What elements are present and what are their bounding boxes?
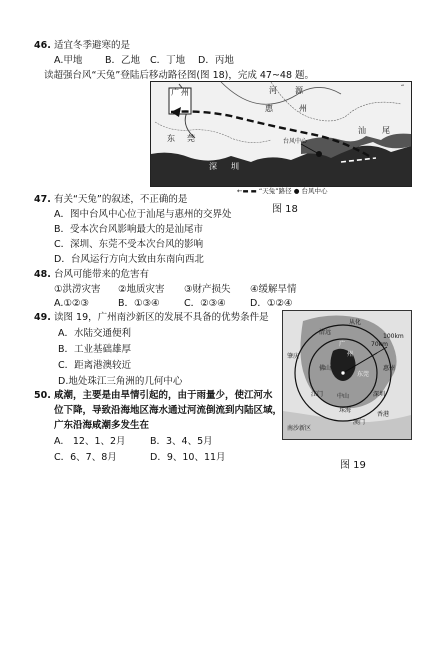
map-label-guan: 莞 — [187, 134, 195, 143]
map19-label-huizhou: 惠州 — [383, 365, 396, 372]
map-label-he: 河 — [269, 86, 277, 95]
q46-option-d: D．丙地 — [198, 55, 234, 66]
map19-label-macau: 澳门 — [353, 419, 366, 426]
q48-option-d: D．①②④ — [250, 298, 293, 309]
legend-center-label: 台风中心 — [301, 187, 328, 195]
map19-label-foshan: 佛山 — [319, 365, 332, 372]
map-label-guang: 广 — [171, 88, 179, 97]
map19-label-zhongshan: 中山 — [337, 393, 350, 400]
map19-label-qingyuan: 清远 — [319, 329, 332, 336]
q46-option-c: C．丁地 — [150, 55, 186, 66]
figure-18-map — [150, 81, 412, 187]
q46-option-b: B．乙地 — [105, 55, 141, 66]
intro-47-48: 读超强台风“天兔”登陆后移动路径图(图 18)，完成 47~48 题。 — [44, 70, 315, 81]
map19-label-zhaoqing: 肇庆 — [287, 353, 300, 360]
q46-option-a: A.甲地 — [54, 55, 83, 66]
legend-path-icon: ←▬ ▬ — [237, 187, 257, 195]
q47-number: 47. — [34, 194, 51, 205]
q47-option-a: A．图中台风中心位于汕尾与惠州的交界处 — [54, 209, 232, 220]
q50-number: 50. — [34, 390, 51, 401]
q48-item-1: ①洪涝灾害 — [54, 284, 101, 295]
q47-option-c: C．深圳、东莞不受本次台风的影响 — [54, 239, 204, 250]
q46-stem: 适宜冬季避寒的是 — [54, 40, 131, 51]
q47-option-d: D．台风运行方向大致由东南向西北 — [54, 254, 204, 265]
map-label-typhoon-center: 台风中心 — [283, 138, 308, 145]
figure-18-caption: 图 18 — [272, 204, 298, 215]
map-label-zhen: 圳 — [231, 162, 239, 171]
q50-option-d: D．9、10、11月 — [150, 452, 226, 463]
map19-ring-100km: 100km — [383, 333, 404, 340]
q48-item-4: ④缓解旱情 — [250, 284, 297, 295]
figure-19-caption: 图 19 — [340, 460, 366, 471]
legend-path-label: “天兔”路径 — [258, 187, 292, 195]
map19-label-jiangmen: 江门 — [311, 391, 324, 398]
q50-stem-line-2: 位下降，导致沿海地区海水通过河流倒流到内陆区域， — [54, 405, 283, 416]
q49-option-c: C．距离港澳较近 — [58, 360, 132, 371]
map19-label-conghua: 从化 — [349, 319, 362, 326]
map19-ring-70km: 70km — [371, 341, 388, 348]
map-label-zhou-hz: 州 — [299, 104, 307, 113]
q47-stem: 有关“天兔”的叙述，不正确的是 — [54, 194, 188, 205]
map19-label-guang: 广 — [339, 341, 346, 348]
q50-option-c: C．6、7、8月 — [54, 452, 117, 463]
q50-stem-line-3: 广东沿海咸潮多发生在 — [54, 420, 150, 431]
q50-option-a: A. 12、1、2月 — [54, 436, 126, 447]
q49-number: 49. — [34, 312, 51, 323]
q48-item-3: ③财产损失 — [184, 284, 231, 295]
q50-option-b: B．3、4、5月 — [150, 436, 213, 447]
map19-label-zhuhai: 珠海 — [339, 407, 352, 414]
map19-label-nansha: 南沙新区 — [287, 425, 312, 432]
q48-stem: 台风可能带来的危害有 — [54, 269, 150, 280]
legend-center-icon: ● — [293, 187, 300, 195]
map-label-dong: 东 — [167, 134, 175, 143]
figure-19-map — [282, 310, 412, 440]
q48-number: 48. — [34, 269, 51, 280]
map19-label-dongguan: 东莞 — [357, 371, 370, 378]
q49-option-d: D.地处珠江三角洲的几何中心 — [58, 376, 183, 387]
figure-18-legend — [237, 187, 327, 195]
q50-stem-line-1: 咸潮，主要是由旱情引起的，由于雨量少，使江河水 — [54, 390, 273, 401]
map-corner-mark: “ — [401, 84, 405, 91]
q46-number: 46. — [34, 40, 51, 51]
q49-option-a: A．水陆交通便利 — [58, 328, 131, 339]
map19-label-hongkong: 香港 — [377, 411, 390, 418]
map-label-shen: 深 — [209, 162, 217, 171]
q48-option-a: A.①②③ — [54, 298, 89, 309]
nansha-radius-map — [283, 311, 411, 439]
map-label-zhou-gz: 州 — [181, 88, 189, 97]
q49-option-b: B．工业基础雄厚 — [58, 344, 132, 355]
q48-option-b: B．①③④ — [118, 298, 160, 309]
q49-stem: 读图 19，广州南沙新区的发展不具备的优势条件是 — [54, 312, 269, 323]
map-label-wei: 尾 — [382, 126, 390, 135]
map-label-yuan: 源 — [295, 86, 303, 95]
map19-label-shenzhen: 深圳 — [373, 391, 386, 398]
map-label-hui: 惠 — [265, 104, 273, 113]
q48-option-c: C．②③④ — [184, 298, 226, 309]
q48-item-2: ②地质灾害 — [118, 284, 165, 295]
q47-option-b: B．受本次台风影响最大的是汕尾市 — [54, 224, 204, 235]
map19-label-zhou: 州 — [347, 351, 354, 358]
map-label-shan: 汕 — [358, 126, 366, 135]
